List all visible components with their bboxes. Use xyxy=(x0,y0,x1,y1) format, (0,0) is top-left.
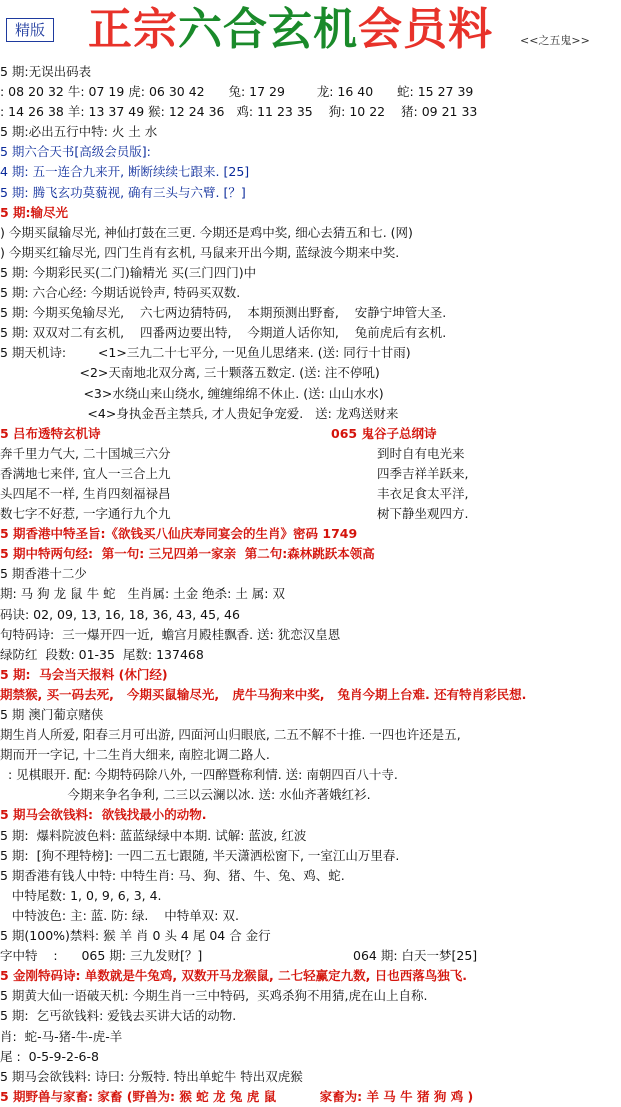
title-char: 料 xyxy=(448,4,493,55)
text-line xyxy=(0,444,621,464)
text-line xyxy=(0,805,621,825)
line-text: <2>天南地北双分离, 三十颗落五数定. (送: 注不停吼) xyxy=(0,365,380,381)
line-text: ) 今期买红输尽光, 四门生肖有玄机, 马鼠来开出今期, 蓝绿波今期来中奖. xyxy=(0,244,400,260)
line-text: 5 期香港中特圣旨:《欲钱买八仙庆寿同宴会的生肖》密码 1749 xyxy=(0,526,358,542)
text-line xyxy=(0,584,621,604)
text-line xyxy=(0,404,621,424)
text-line xyxy=(0,363,621,383)
text-line xyxy=(0,1067,621,1087)
line-text: 5 期黄大仙一语破天机: 今期生肖一三中特码, 买鸡杀狗不用猜,虎在山上自称. xyxy=(0,988,428,1004)
text-line xyxy=(0,263,621,283)
text-line xyxy=(0,846,621,866)
text-line xyxy=(0,645,621,665)
line-text: 中特尾数: 1, 0, 9, 6, 3, 4. xyxy=(0,887,162,903)
author-tag: <<之五鬼>> xyxy=(520,34,590,47)
text-line xyxy=(0,906,621,926)
line-left-text: 数七字不好惹, 一字通行九个九 xyxy=(0,506,171,522)
text-line xyxy=(0,785,621,805)
line-text: 5 期:输尽光 xyxy=(0,204,69,220)
line-left-text: 奔千里力气大, 二十国城三六分 xyxy=(0,445,171,461)
line-text: : 14 26 38 羊: 13 37 49 猴: 12 24 36 鸡: 11 23 35 狗: 10 22 猪: 09 21 33 xyxy=(0,104,478,120)
text-line xyxy=(0,866,621,886)
title-char: 玄 xyxy=(268,4,313,55)
text-line xyxy=(0,323,621,343)
line-text: <3>水绕山来山绕水, 缠缠绵绵不休止. (送: 山山水水) xyxy=(0,385,384,401)
line-left-text: 5 吕布透特玄机诗 xyxy=(0,425,101,441)
line-text: 5 期: 今期买兔输尽光, 六七两边猜特码, 本期预测出野畜, 安静宁坤管大圣. xyxy=(0,305,447,321)
line-text: 期禁猴, 买一码去死, 今期买鼠输尽光, 虎牛马狗来中奖, 兔肖今期上台难. 还有特肖彩民想. xyxy=(0,686,527,702)
text-line xyxy=(0,1047,621,1067)
line-text: 5 期: 双双对二有玄机, 四番两边要出特, 今期道人话你知, 兔前虎后有玄机. xyxy=(0,325,447,341)
text-line xyxy=(0,183,621,203)
text-line xyxy=(0,203,621,223)
text-line xyxy=(0,384,621,404)
text-line xyxy=(0,625,621,645)
title-char: 机 xyxy=(313,4,358,55)
title-char: 员 xyxy=(403,4,448,55)
line-right-text: 064 期: 白天一梦[25] xyxy=(353,948,478,964)
line-right-text: 065 鬼谷子总纲诗 xyxy=(331,425,437,441)
line-text: 5 期: 腾飞玄功莫藐视, 确有三头与六臂. [？] xyxy=(0,184,246,200)
edition-badge: 精版 xyxy=(6,18,54,42)
text-line xyxy=(0,1087,621,1107)
line-text: 码诀: 02, 09, 13, 16, 18, 36, 43, 45, 46 xyxy=(0,606,240,622)
line-text: 5 期香港十二少 xyxy=(0,566,87,582)
title-char: 六 xyxy=(178,4,223,55)
text-line xyxy=(0,1027,621,1047)
line-text: 5 期野兽与家畜: 家畜 (野兽为: 猴 蛇 龙 兔 虎 鼠 家畜为: 羊 马 牛 猪 狗 鸡 ) xyxy=(0,1088,474,1104)
line-text: 5 期: 今期彩民买(二门)输精光 买(三门四门)中 xyxy=(0,264,257,280)
title-char: 会 xyxy=(358,4,403,55)
text-line xyxy=(0,484,621,504)
text-line xyxy=(0,162,621,182)
line-text: 5 期: 马会当天报料 (休门经) xyxy=(0,666,168,682)
line-text: 肖: 蛇-马-猪-牛-虎-羊 xyxy=(0,1028,123,1044)
line-text: 5 金刚特码诗: 单数就是牛兔鸡, 双数开马龙猴鼠, 二七轻赢定九数, 日也西落鸟独飞. xyxy=(0,968,467,984)
line-right-text: 四季吉祥羊跃来, xyxy=(377,465,469,481)
line-text: 5 期:无误出码表 xyxy=(0,64,92,79)
text-line xyxy=(0,665,621,685)
line-text: 中特波色: 主: 蓝. 防: 绿. 中特单双: 双. xyxy=(0,907,239,923)
text-line xyxy=(0,605,621,625)
text-line xyxy=(0,765,621,785)
text-line xyxy=(0,142,621,162)
line-text: 5 期: 六合心经: 今期话说铃声, 特码买双数. xyxy=(0,285,241,301)
forecast-content xyxy=(0,62,621,1104)
line-text: 5 期香港有钱人中特: 中特生肖: 马、狗、猪、牛、兔、鸡、蛇. xyxy=(0,867,345,883)
text-line xyxy=(0,464,621,484)
line-text: 5 期: 乞丐欲钱料: 爱钱去买讲大话的动物. xyxy=(0,1008,237,1024)
text-line xyxy=(0,424,621,444)
text-line xyxy=(0,946,621,966)
line-left-text: 头四尾不一样, 生肖四刻福禄昌 xyxy=(0,485,171,501)
text-line xyxy=(0,343,621,363)
text-line xyxy=(0,986,621,1006)
text-line xyxy=(0,82,621,102)
text-line xyxy=(0,524,621,544)
text-line xyxy=(0,122,621,142)
line-left-text: 字中特 : 065 期: 三九发财[？] xyxy=(0,948,203,964)
page-title xyxy=(88,4,508,56)
line-text: : 08 20 32 牛: 07 19 虎: 06 30 42 兔: 17 29 龙: 16 40 蛇: 15 27 39 xyxy=(0,84,474,100)
line-right-text: 树下静坐观四方. xyxy=(377,506,469,522)
text-line xyxy=(0,62,621,82)
page-header xyxy=(0,0,621,60)
title-char: 宗 xyxy=(133,4,178,55)
line-right-text: 丰衣足食太平洋, xyxy=(377,485,469,501)
line-text: 期生肖人所爱, 阳春三月可出游, 四面河山归眼底, 二五不解不十推. 一四也许还是五, xyxy=(0,727,461,743)
line-left-text: 香满地七来伴, 宜人一三合上九 xyxy=(0,465,171,481)
line-text: 5 期马会欲钱料: 欲钱找最小的动物. xyxy=(0,807,207,823)
line-text: 5 期六合天书[高级会员版]: xyxy=(0,144,151,160)
text-line xyxy=(0,705,621,725)
line-text: <4>身执金吾主禁兵, 才人贵妃争宠爱. 送: 龙鸡送财来 xyxy=(0,405,399,421)
text-line xyxy=(0,826,621,846)
text-line xyxy=(0,1006,621,1026)
text-line xyxy=(0,283,621,303)
text-line xyxy=(0,685,621,705)
line-text: 5 期: [狗不理特榜]: 一四二五七跟随, 半天潇洒松窗下, 一室江山万里春. xyxy=(0,847,400,863)
text-line xyxy=(0,544,621,564)
text-line xyxy=(0,243,621,263)
text-line xyxy=(0,102,621,122)
line-text: 5 期马会欲钱料: 诗曰: 分叛特. 特出单蛇牛 特出双虎猴 xyxy=(0,1068,303,1084)
text-line xyxy=(0,745,621,765)
line-text: 尾 : 0-5-9-2-6-8 xyxy=(0,1048,99,1064)
text-line xyxy=(0,564,621,584)
line-text: 今期来争名争利, 二三以云澜以冰. 送: 水仙齐著娥红衫. xyxy=(0,787,371,803)
line-text: 5 期中特两句经: 第一句: 三兄四弟一家亲 第二句:森林跳跃本领高 xyxy=(0,546,375,562)
line-text: 5 期天机诗: <1>三九二十七平分, 一见鱼儿思绪来. (送: 同行十甘雨) xyxy=(0,345,411,361)
text-line xyxy=(0,303,621,323)
text-line xyxy=(0,966,621,986)
title-char: 正 xyxy=(88,4,133,55)
text-line xyxy=(0,926,621,946)
line-text: 5 期:必出五行中特: 火 土 水 xyxy=(0,124,158,140)
title-char: 合 xyxy=(223,4,268,55)
line-text: ) 今期买鼠输尽光, 神仙打鼓在三更. 今期还是鸡中奖, 细心去猜五和七. (网) xyxy=(0,224,413,240)
text-line xyxy=(0,504,621,524)
line-text: 5 期: 爆料院波色料: 蓝蓝绿绿中本期. 试解: 蓝波, 红波 xyxy=(0,827,307,843)
line-text: 期而开一字记, 十二生肖大细来, 南腔北调二路人. xyxy=(0,747,270,763)
line-text: 绿防红 段数: 01-35 尾数: 137468 xyxy=(0,646,204,662)
line-text: 期: 马 狗 龙 鼠 牛 蛇 生肖属: 土金 绝杀: 土 属: 双 xyxy=(0,586,285,602)
line-text: 句特码诗: 三一爆开四一近, 蟾宫月殿桂飘香. 送: 犹恋汉皇恩 xyxy=(0,626,341,642)
line-text: : 见棋眼开. 配: 今期特码除八外, 一四醉暨称利情. 送: 南朝四百八十寺. xyxy=(0,767,398,783)
line-text: 5 期 澳门葡京赌侠 xyxy=(0,707,104,722)
line-text: 4 期: 五一连合九来开, 断断续续七跟来. [25] xyxy=(0,164,250,180)
line-right-text: 到时自有电光来 xyxy=(377,445,465,461)
text-line xyxy=(0,886,621,906)
text-line xyxy=(0,725,621,745)
text-line xyxy=(0,223,621,243)
line-text: 5 期(100%)禁料: 猴 羊 肖 0 头 4 尾 04 合 金行 xyxy=(0,928,271,944)
